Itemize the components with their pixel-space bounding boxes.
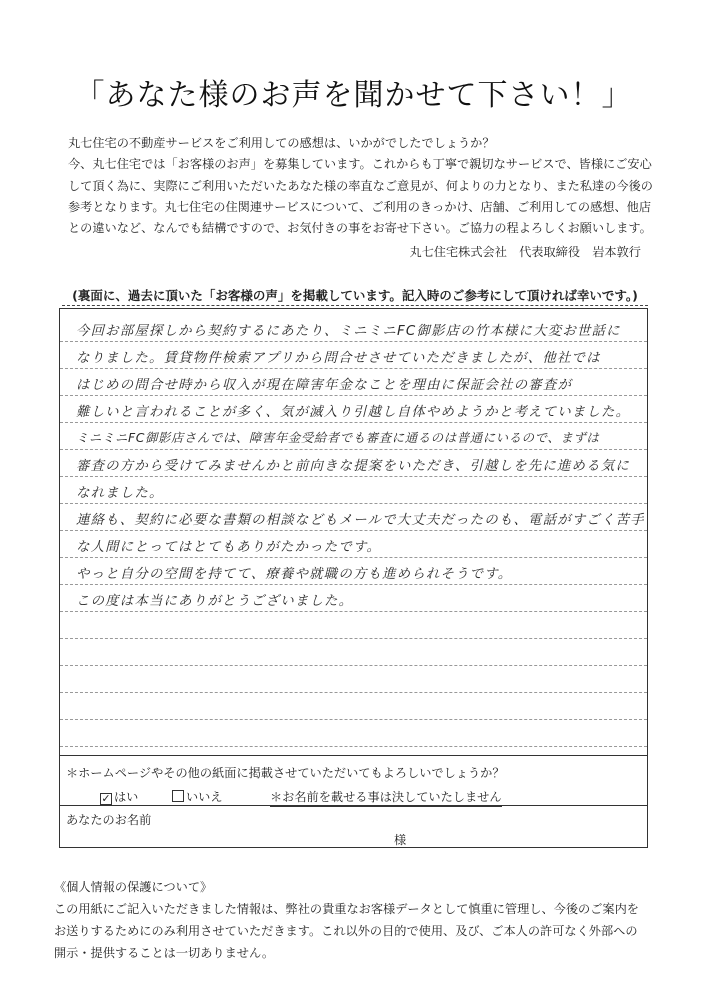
notice-underline xyxy=(62,305,648,306)
ruled-line xyxy=(60,584,647,585)
page-title: 「あなた様のお声を聞かせて下さい！」 xyxy=(74,78,633,113)
consent-separator xyxy=(60,755,647,756)
handwritten-line: 難しいと言われることが多く、気が滅入り引越し自体やめようかと考えていました。 xyxy=(76,405,631,420)
handwritten-line: ミニミニFC御影店さんでは、障害年金受給者でも審査に通るのは普通にいるので、まずは xyxy=(76,430,600,445)
consent-no-option[interactable] xyxy=(172,788,223,805)
consent-yes-option[interactable] xyxy=(100,788,138,805)
intro-text xyxy=(68,133,653,239)
no-label: いいえ xyxy=(186,790,223,804)
handwritten-line: この度は本当にありがとうございました。 xyxy=(76,594,354,609)
yes-label: はい xyxy=(114,790,139,804)
handwritten-line: はじめの問合せ時から収入が現在障害年金なことを理由に保証会社の審査が xyxy=(76,378,573,393)
handwritten-line: な人間にとってはとてもありがたかったです。 xyxy=(76,540,382,555)
ruled-line xyxy=(60,449,647,450)
ruled-line xyxy=(60,368,647,369)
intro-line: との違いなど、なんでも結構ですので、お気付きの事をお寄せ下さい。ご協力の程よろしくお願いします。 xyxy=(68,221,652,236)
intro-line: して頂く為に、実際にご利用いただいたあなた様の率直なご意見が、何よりの力となり、また私達の今後の xyxy=(68,178,653,193)
yes-checkbox[interactable]: ✓ xyxy=(101,792,111,805)
handwritten-line: なれました。 xyxy=(76,486,164,501)
intro-line: 今、丸七住宅では「お客様のお声」を募集しています。これからも丁寧で親切なサービスで、皆様にご安心 xyxy=(68,157,652,172)
ruled-line xyxy=(60,341,647,342)
feedback-form xyxy=(59,308,648,848)
ruled-line xyxy=(60,665,647,666)
privacy-section xyxy=(54,876,654,964)
no-checkbox[interactable] xyxy=(172,790,184,802)
ruled-line xyxy=(60,557,647,558)
privacy-line: 開示・提供することは一切ありません。 xyxy=(54,946,275,960)
ruled-line xyxy=(60,746,647,747)
handwritten-line: 審査の方から受けてみませんかと前向きな提案をいただき、引越しを先に進める気に xyxy=(76,459,630,474)
intro-line: 丸七住宅の不動産サービスをご利用しての感想は、いかがでしたでしょうか？ xyxy=(68,136,495,150)
ruled-line xyxy=(60,719,647,720)
consent-note: ＊お名前を載せる事は決していたしません xyxy=(270,788,502,807)
intro-line: 参考となります。丸七住宅の住関連サービスについて、ご利用のきっかけ、店舗、ご利用しての感想、他店 xyxy=(68,199,652,214)
signature: 丸七住宅株式会社 代表取締役 岩本敦行 xyxy=(409,245,641,259)
privacy-line: この用紙にご記入いただきました情報は、弊社の貴重なお客様データとして慎重に管理し、今後のご案内を xyxy=(54,902,639,916)
ruled-line xyxy=(60,476,647,477)
privacy-line: お送りするためにのみ利用させていただきます。これ以外の目的で使用、及び、ご本人の許可なく外部への xyxy=(54,924,638,938)
ruled-line xyxy=(60,530,647,531)
consent-question: ＊ホームページやその他の紙面に掲載させていただいてもよろしいでしょうか？ xyxy=(66,766,505,780)
name-separator xyxy=(60,805,647,806)
ruled-line xyxy=(60,638,647,639)
handwritten-line: やっと自分の空間を持てて、療養や就職の方も進められそうです。 xyxy=(76,567,513,582)
ruled-line xyxy=(60,422,647,423)
handwritten-line: 連絡も、契約に必要な書類の相談などもメールで大丈夫だったのも、電話がすごく苦手 xyxy=(76,513,645,528)
name-field-label: あなたのお名前 xyxy=(66,813,152,827)
name-suffix: 様 xyxy=(394,833,407,847)
ruled-line xyxy=(60,503,647,504)
ruled-line xyxy=(60,692,647,693)
ruled-line xyxy=(60,611,647,612)
notice-text: (裏面に、過去に頂いた「お客様の声」を掲載しています。記入時のご参考にして頂ければ幸いです。) xyxy=(72,288,638,303)
handwritten-line: なりました。賃貸物件検索アプリから問合せさせていただきましたが、他社では xyxy=(76,351,601,366)
ruled-line xyxy=(60,395,647,396)
handwritten-line: 今回お部屋探しから契約するにあたり、ミニミニFC御影店の竹本様に大変お世話に xyxy=(76,324,621,339)
privacy-heading: 《個人情報の保護について》 xyxy=(54,880,213,894)
